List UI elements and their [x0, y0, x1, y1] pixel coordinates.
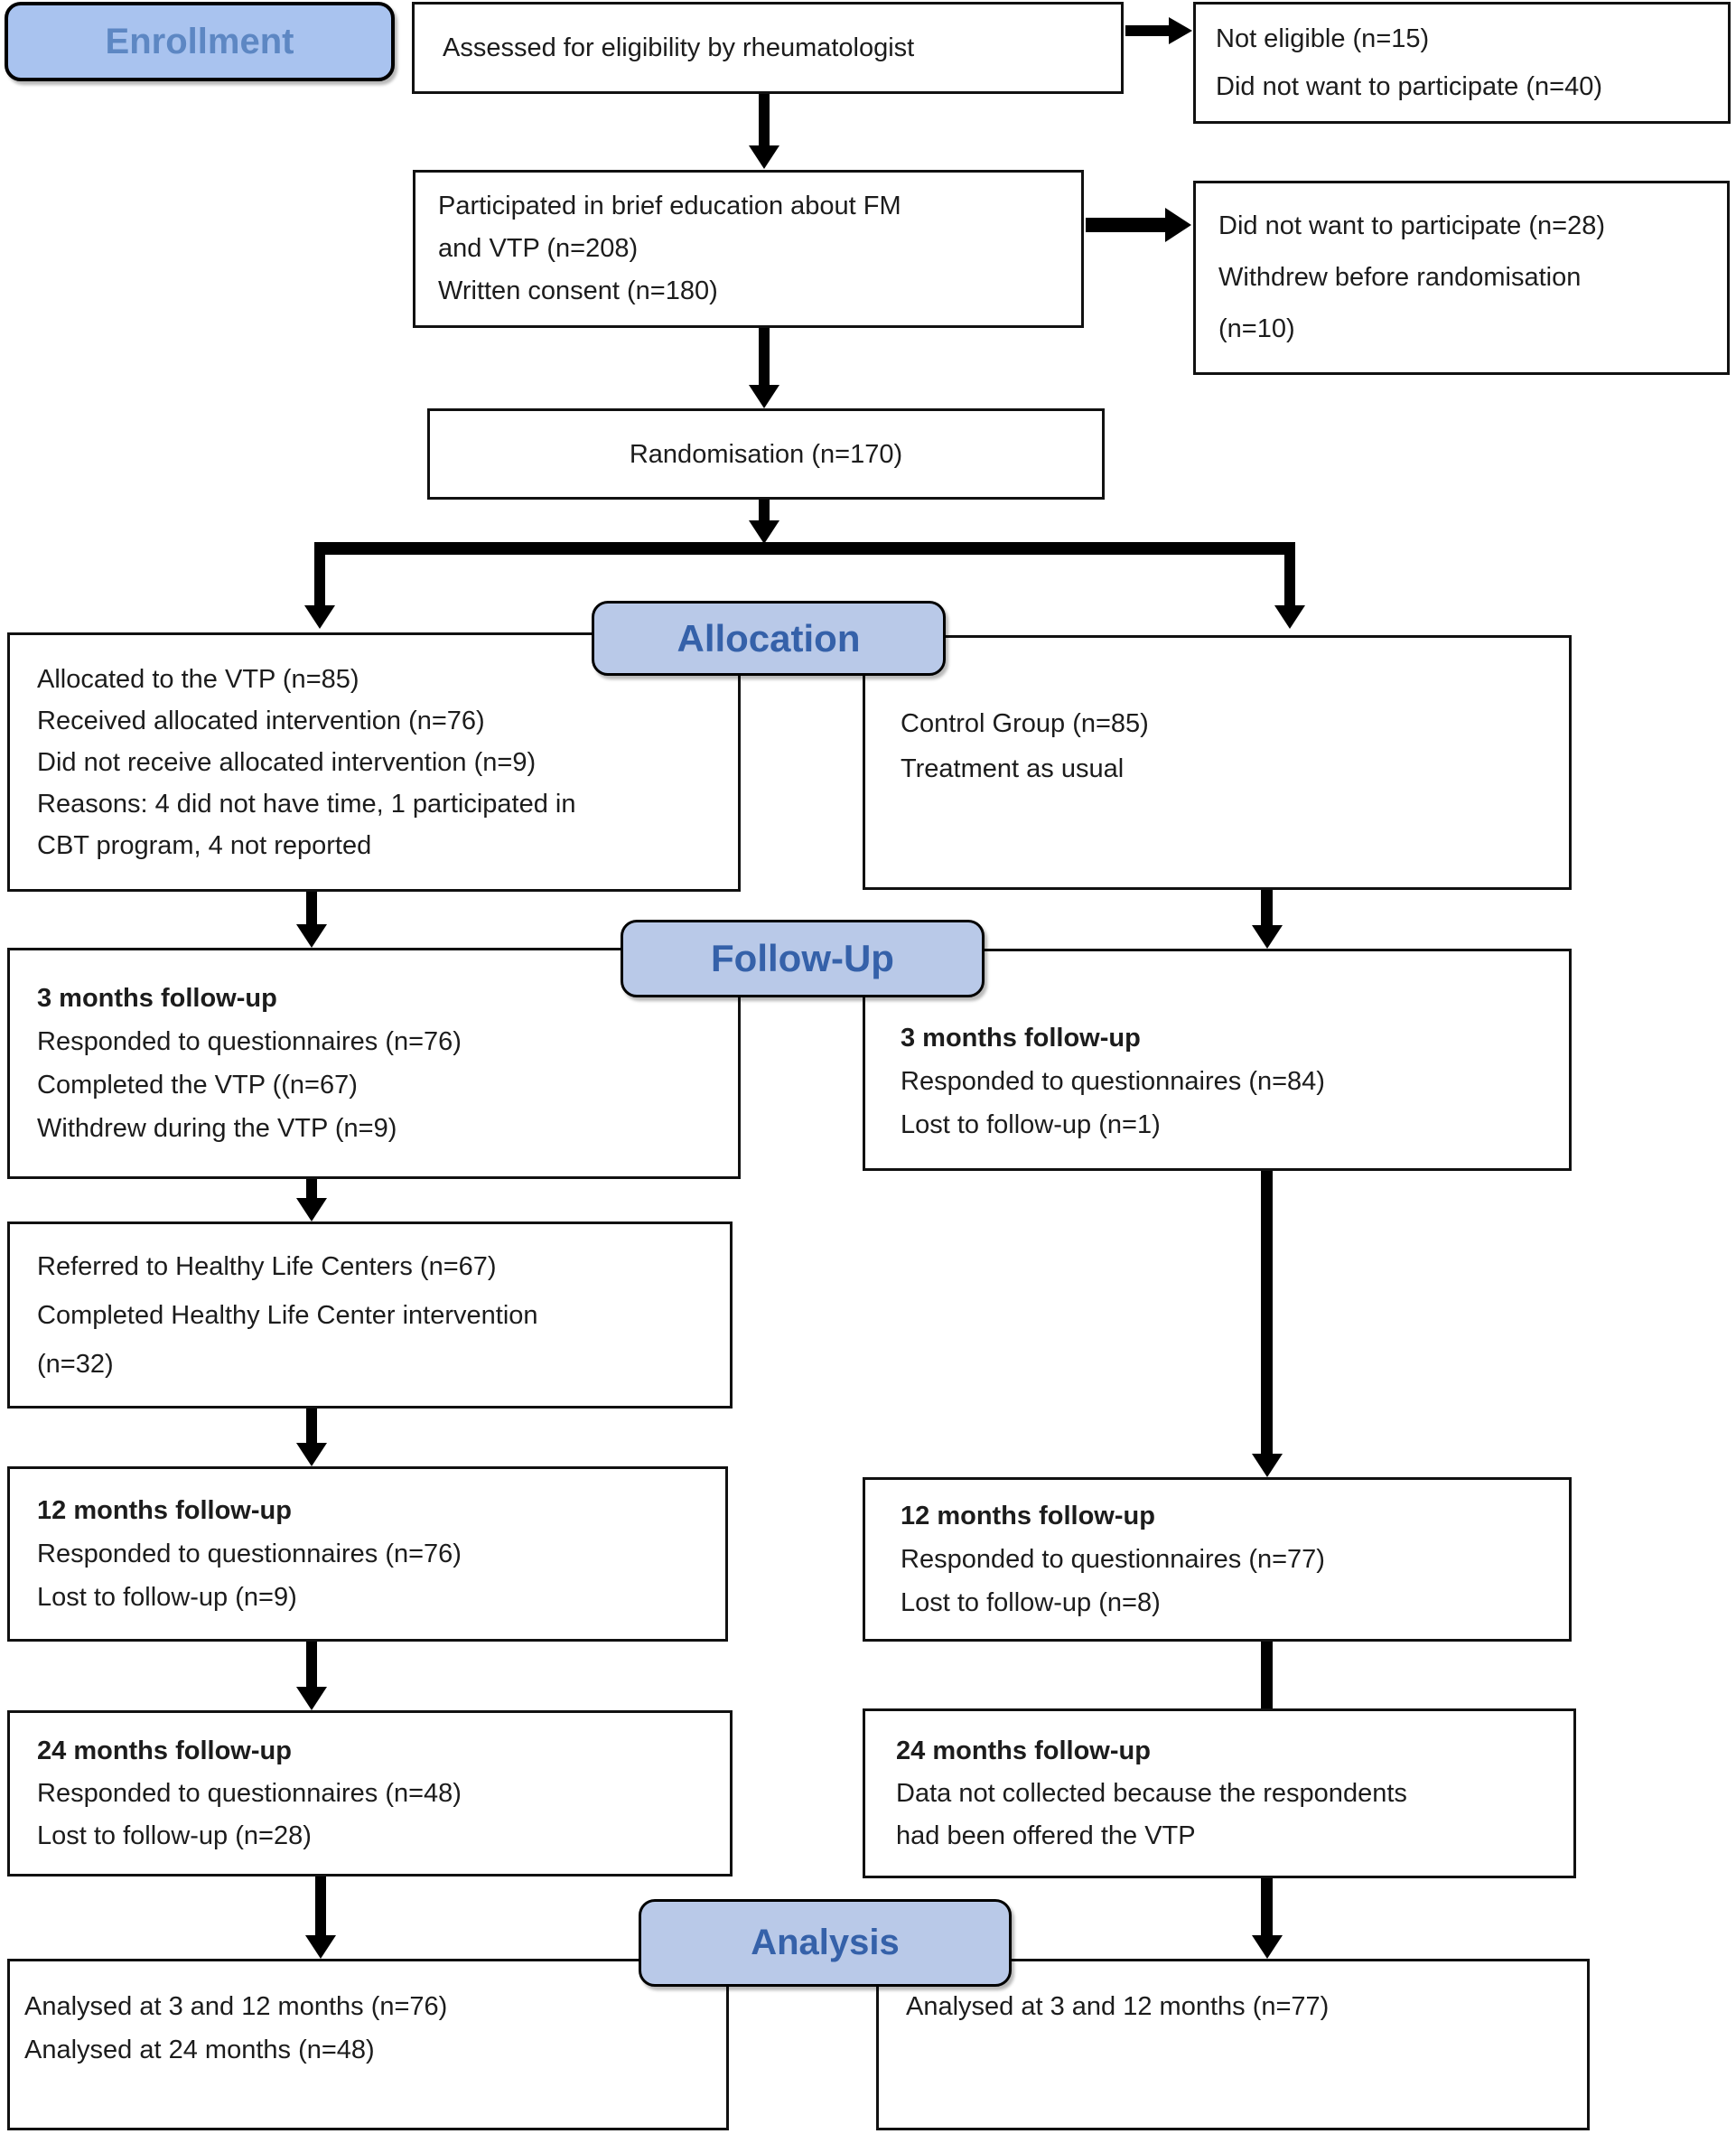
box-12months-followup-control [863, 1477, 1572, 1642]
box-assessed-eligibility [412, 2, 1124, 94]
arrow-down-split-to-control-arm [1284, 542, 1295, 606]
arrow-down-education-to-randomisation [759, 328, 770, 386]
text-line: Analysed at 3 and 12 months (n=76) [24, 1992, 448, 2021]
box-title: 24 months follow-up [896, 1736, 1151, 1765]
box-title: 24 months follow-up [37, 1736, 292, 1765]
box-12months-followup-vtp [7, 1466, 728, 1642]
text-line: Analysed at 3 and 12 months (n=77) [906, 1992, 1330, 2021]
text-line: Responded to questionnaires (n=48) [37, 1778, 462, 1808]
allocation-stage-badge [592, 601, 946, 676]
text-line: Analysed at 24 months (n=48) [24, 2036, 375, 2064]
arrow-down-24months-to-analysis-control [1261, 1878, 1273, 1936]
text-line: Participated in brief education about FM [438, 192, 901, 220]
analysis-stage-badge [639, 1899, 1012, 1987]
text-line: Responded to questionnaires (n=76) [37, 1540, 462, 1568]
arrow-down-split-to-vtp-arm [314, 542, 325, 606]
text-line: Completed Healthy Life Center intervention [37, 1300, 538, 1330]
arrow-down-randomisation-to-split [759, 500, 770, 521]
text-line: Responded to questionnaires (n=76) [37, 1027, 462, 1056]
text-line: Control Group (n=85) [901, 709, 1149, 738]
text-line: Responded to questionnaires (n=77) [901, 1545, 1325, 1574]
text-line: Lost to follow-up (n=8) [901, 1588, 1161, 1617]
box-title: 3 months follow-up [37, 984, 277, 1013]
box-title: 12 months follow-up [901, 1502, 1155, 1530]
text-line: Responded to questionnaires (n=84) [901, 1067, 1325, 1096]
text-line: had been offered the VTP [896, 1820, 1196, 1850]
text-line: Received allocated intervention (n=76) [37, 706, 485, 735]
text-line: Referred to Healthy Life Centers (n=67) [37, 1251, 497, 1281]
text-line: Withdrew before randomisation [1218, 263, 1582, 292]
box-not-eligible [1193, 2, 1731, 124]
box-control-group [863, 635, 1572, 890]
text-line: CBT program, 4 not reported [37, 830, 372, 860]
box-24months-followup-vtp [7, 1710, 733, 1877]
text-line: Lost to follow-up (n=28) [37, 1820, 312, 1850]
text-line: Treatment as usual [901, 754, 1125, 783]
text-line: Lost to follow-up (n=9) [37, 1583, 297, 1612]
text-line: Did not receive allocated intervention (n=9) [37, 747, 537, 777]
text-line: (n=10) [1218, 314, 1295, 343]
text-line: Not eligible (n=15) [1216, 23, 1430, 53]
box-title: 3 months follow-up [901, 1024, 1141, 1053]
analysis-stage-label: Analysis [751, 1923, 900, 1962]
arrow-right-education-to-withdrew [1086, 218, 1166, 232]
text-line: Completed the VTP ((n=67) [37, 1071, 358, 1100]
arrow-down-assessed-to-education [759, 94, 770, 146]
followup-stage-label: Follow-Up [711, 937, 894, 979]
arrow-down-24months-to-analysis-vtp [315, 1877, 326, 1936]
text-line: Assessed for eligibility by rheumatologist [443, 33, 915, 62]
arrow-down-allocation-to-3months-vtp [306, 892, 317, 925]
box-analysed-vtp [7, 1959, 729, 2130]
split-connector-bar [314, 542, 1295, 555]
enrollment-stage-label: Enrollment [105, 21, 294, 61]
arrow-down-control-to-3months-control [1261, 890, 1273, 926]
text-line: Did not want to participate (n=28) [1218, 211, 1605, 240]
box-brief-education [413, 170, 1084, 328]
allocation-stage-label: Allocation [677, 616, 861, 660]
arrow-down-3months-to-12months-control [1261, 1171, 1273, 1455]
text-line: and VTP (n=208) [438, 234, 639, 263]
text-line: Data not collected because the respondents [896, 1778, 1407, 1808]
text-line: Withdrew during the VTP (n=9) [37, 1114, 397, 1143]
text-line: Lost to follow-up (n=1) [901, 1110, 1161, 1139]
arrow-down-referred-to-12months-vtp [306, 1409, 317, 1444]
box-randomisation [427, 408, 1105, 500]
text-line: Reasons: 4 did not have time, 1 participated in [37, 789, 576, 819]
arrow-down-3months-to-referred [306, 1179, 317, 1199]
box-title: 12 months follow-up [37, 1496, 292, 1525]
box-referred-healthy-life-centers [7, 1221, 733, 1409]
text-line: Did not want to participate (n=40) [1216, 71, 1602, 101]
box-withdrew-before-randomisation [1193, 181, 1730, 375]
text-line: (n=32) [37, 1349, 114, 1379]
text-line: Written consent (n=180) [438, 276, 718, 305]
text-line: Randomisation (n=170) [629, 439, 903, 469]
arrow-down-12months-to-24months-vtp [306, 1642, 317, 1688]
arrow-right-assessed-to-noteligible [1125, 25, 1170, 36]
enrollment-stage-badge [5, 2, 395, 81]
box-24months-followup-control [863, 1708, 1576, 1878]
text-line: Allocated to the VTP (n=85) [37, 664, 359, 694]
connector-12months-to-24months-control [1261, 1642, 1273, 1708]
followup-stage-badge [621, 920, 985, 997]
